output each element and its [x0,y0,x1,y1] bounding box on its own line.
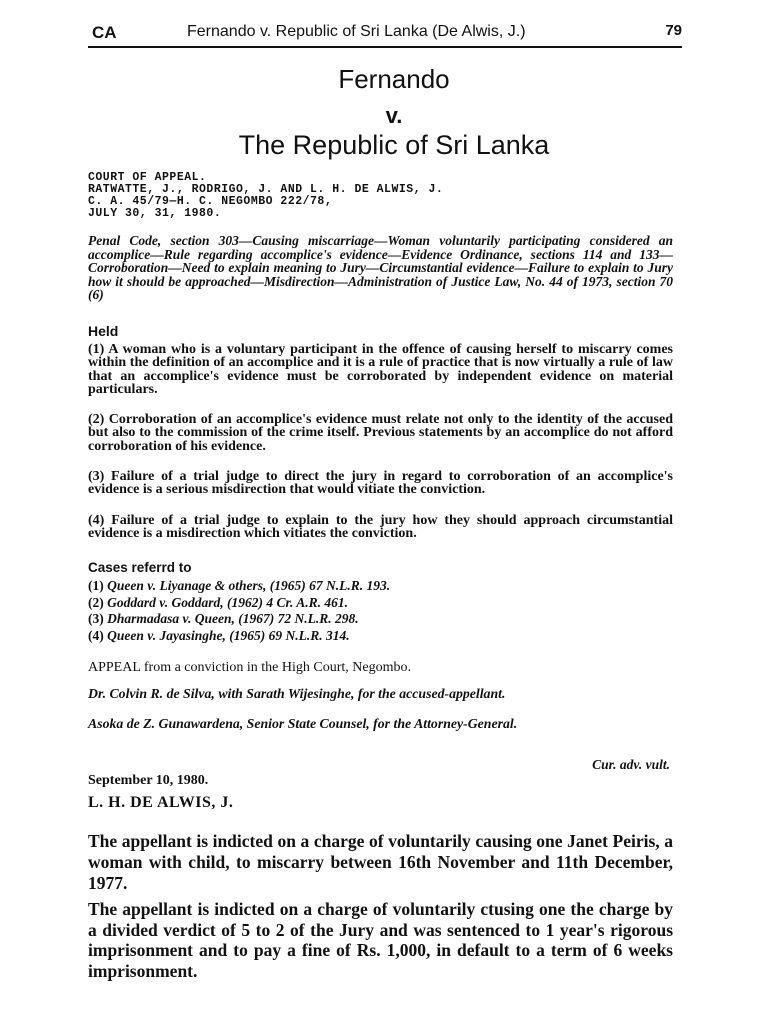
court-abbreviation: CA [92,23,117,42]
judge-name: L. H. DE ALWIS, J. [88,794,234,811]
case-item [88,611,673,628]
case-item [88,578,673,595]
held-item-1: (1) A woman who is a voluntary participant in the offence of causing herself to miscarry comes within the definition of an accomplice and it is a rule of practice that is now virtually a rule of law that an accomplice's evidence must be corroborated by independent evidence on material particulars. [88,342,673,398]
court-name: COURT OF APPEAL. [88,171,207,184]
header-rule [88,46,682,48]
running-header [92,20,682,46]
cases-list [88,578,673,644]
judgment-paragraph-1: The appellant is indicted on a charge of voluntarily causing one Janet Peiris, a woman with child, to miscarry between 16th November and 11th December, 1977. [88,831,673,893]
case-title-respondent: The Republic of Sri Lanka [238,130,550,160]
case-name: Goddard v. Goddard, [107,594,224,610]
court-details [88,172,678,220]
case-citation: (1965) 69 N.L.R. 314. [229,627,350,643]
held-item-3: (3) Failure of a trial judge to direct the jury in regard to corroboration of an accomplice's evidence is a serious misdirection that would vitiate the conviction. [88,469,673,498]
case-numbers: C. A. 45/79—H. C. NEGOMBO 222/78, [88,195,333,208]
counsel-state: Asoka de Z. Gunawardena, Senior State Counsel, for the Attorney-General. [88,716,518,731]
bench: RATWATTE, J., RODRIGO, J. AND L. H. DE ALWIS, J. [88,183,444,196]
case-item [88,595,673,612]
cases-heading: Cases referrd to [88,560,192,575]
judgment-paragraph-2: The appellant is indicted on a charge of voluntarily ctusing one the charge by a divided verdict of 5 to 2 of the Jury and was sentenced to 1 year's rigorous imprisonment and to pay a fine of Rs. 1,000, in default to a term of 6 weeks imprisonment. [88,899,673,981]
case-item [88,628,673,645]
case-name: Queen v. Liyanage & others, [107,578,267,593]
case-number: (3) [88,611,104,626]
held-heading: Held [88,323,119,339]
appeal-line: APPEAL from a conviction in the High Court, Negombo. [88,660,411,675]
case-number: (2) [88,594,104,610]
held-item-2: (2) Corroboration of an accomplice's evidence must relate not only to the identity of the accused but also to the commission of the crime itself. Previous statements by an accomplice do not afford corroboration of his evidence. [88,412,673,454]
hearing-dates: JULY 30, 31, 1980. [88,207,222,220]
cur-adv-vult: Cur. adv. vult. [592,757,670,772]
headnote: Penal Code, section 303—Causing miscarriage—Woman voluntarily participating considered an accomplice—Rule regarding accomplice's evidence—Evidence Ordinance, sections 114 and 133—Corroboration—Need to explain meaning to Jury—Circumstantial evidence—Failure to explain to Jury how it should be approached—Misdirection—Administration of Justice Law, No. 44 of 1973, section 70 (6) [88,233,673,303]
judgment-date: September 10, 1980. [88,773,209,788]
case-name: Dharmadasa v. Queen, [107,611,235,626]
case-name: Queen v. Jayasinghe, [107,627,226,643]
case-title-appellant: Fernando [338,64,450,94]
counsel-accused: Dr. Colvin R. de Silva, with Sarath Wijesinghe, for the accused-appellant. [88,686,506,701]
case-running-title: Fernando v. Republic of Sri Lanka (De Alwis, J.) [187,23,526,40]
case-number: (4) [88,627,104,643]
case-title-versus: v. [385,103,403,128]
case-citation: (1967) 72 N.L.R. 298. [238,611,359,626]
held-item-4: (4) Failure of a trial judge to explain to the jury how they should approach circumstantial evidence is a misdirection which vitiates the conviction. [88,513,673,542]
page-number: 79 [665,22,682,39]
case-citation: (1962) 4 Cr. A.R. 461. [227,594,349,610]
case-number: (1) [88,578,104,593]
case-citation: (1965) 67 N.L.R. 193. [269,578,391,593]
